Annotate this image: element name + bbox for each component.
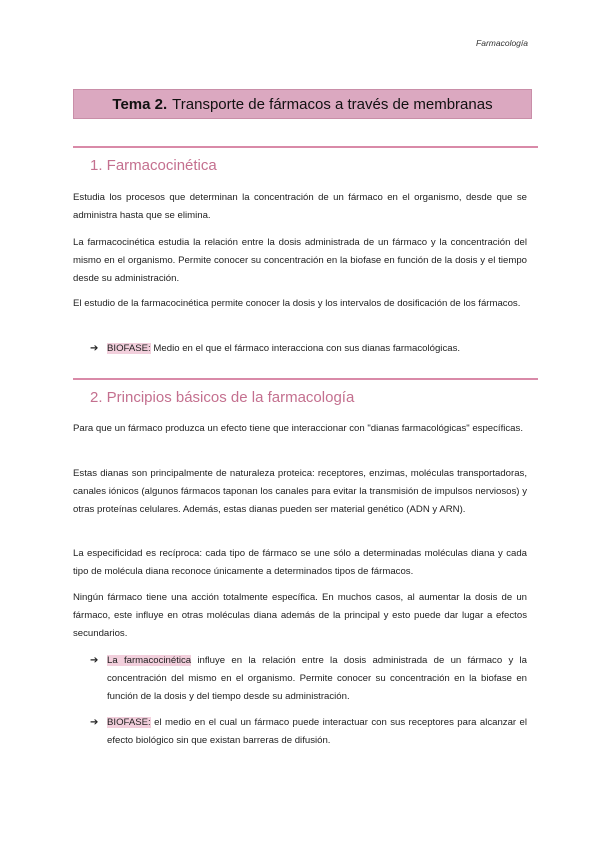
bullet-term: BIOFASE:: [107, 343, 151, 354]
bullet-text: influye en la relación entre la dosis administrada de un fármaco y la concentración del mismo en el organismo. Permite conocer su concentración en la biofase en función de la dosis y del tiempo desde su administración.: [107, 655, 527, 703]
topic-number: Tema 2.: [112, 95, 168, 113]
paragraph: La especificidad es recíproca: cada tipo de fármaco se une sólo a determinadas moléculas diana y cada tipo de molécula diana reconoce únicamente a determinados tipos de fármacos.: [73, 548, 527, 578]
section-divider: [73, 146, 538, 148]
arrow-icon: ➔: [90, 717, 99, 728]
bullet-text: Medio en el que el fármaco interacciona con sus dianas farmacológicas.: [150, 343, 461, 354]
paragraph: Para que un fármaco produzca un efecto tiene que interaccionar con "dianas farmacológicas" específicas.: [73, 423, 523, 434]
section-heading-2: 2. Principios básicos de la farmacología: [90, 389, 355, 406]
bullet-item: [90, 714, 527, 750]
arrow-icon: ➔: [90, 655, 99, 666]
bullet-term: La farmacocinética: [107, 655, 192, 666]
arrow-icon: ➔: [90, 343, 99, 354]
paragraph: Ningún fármaco tiene una acción totalmente específica. En muchos casos, al aumentar la dosis de un fármaco, este influye en otras moléculas diana además de la principal y esto puede dar lugar a efectos secundarios.: [73, 592, 527, 640]
section-divider: [73, 378, 538, 380]
paragraph: La farmacocinética estudia la relación entre la dosis administrada de un fármaco y la concentración del mismo en el organismo. Permite conocer su concentración en la biofase en función de la dosis y el tiempo desde su administración.: [73, 237, 527, 285]
bullet-term: BIOFASE:: [107, 717, 151, 728]
paragraph: Estas dianas son principalmente de naturaleza proteica: receptores, enzimas, moléculas transportadoras, canales iónicos (algunos fármacos taponan los canales para evitar la transmisión de impulsos nerviosos) y otras proteínas celulares. Además, estas dianas pueden ser material genético (ADN y ARN).: [73, 468, 527, 516]
bullet-item: [90, 652, 527, 707]
running-header: Farmacología: [476, 38, 528, 48]
bullet-text: el medio en el cual un fármaco puede interactuar con sus receptores para alcanzar el efecto biológico sin que existan barreras de difusión.: [107, 717, 527, 747]
paragraph: El estudio de la farmacocinética permite conocer la dosis y los intervalos de dosificación de los fármacos.: [73, 298, 521, 309]
topic-title-box: [73, 89, 532, 119]
paragraph: Estudia los procesos que determinan la concentración de un fármaco en el organismo, desde que se administra hasta que se elimina.: [73, 192, 527, 222]
section-heading-1: 1. Farmacocinética: [90, 157, 217, 174]
bullet-item: [90, 340, 527, 358]
topic-title: Transporte de fármacos a través de membranas: [172, 95, 493, 113]
